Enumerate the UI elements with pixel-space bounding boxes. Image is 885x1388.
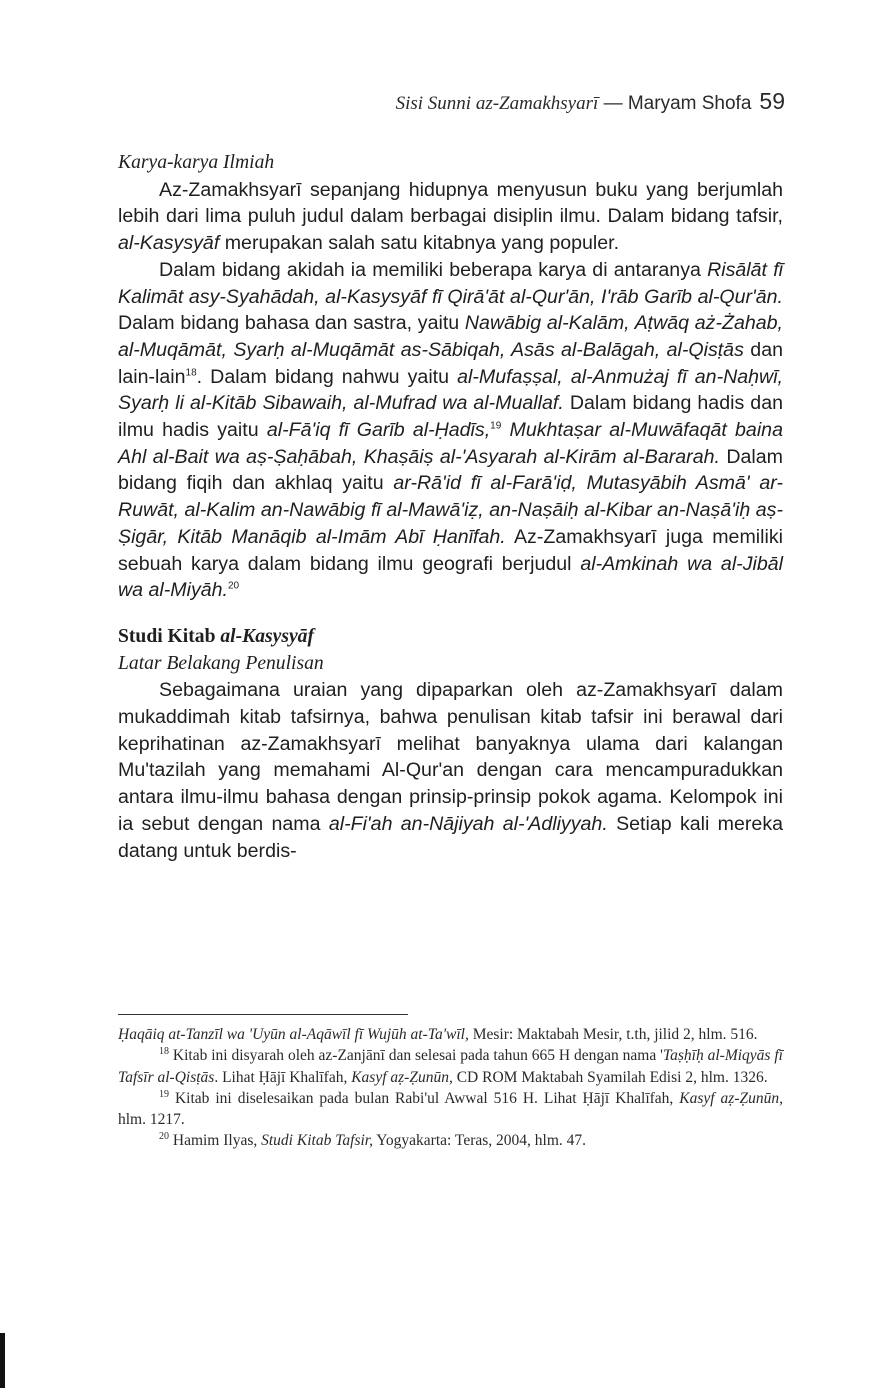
italic-title: al-Kasysyāf bbox=[118, 232, 220, 255]
text-run: Dalam bidang hadis dan ilmu hadis yaitu bbox=[118, 392, 783, 442]
text-run: Kitab ini disyarah oleh az-Zanjānī dan selesai pada tahun 665 H dengan nama ' bbox=[169, 1047, 663, 1065]
footnote-19 bbox=[118, 1088, 783, 1131]
text-run: Az-Zamakhsyarī sepanjang hidupnya menyusun buku yang berjumlah lebih dari lima puluh judul dalam berbagai disiplin ilmu. Dalam bidang tafsir, bbox=[118, 178, 783, 228]
scan-edge-mark bbox=[0, 1333, 5, 1388]
subheading-karya: Karya-karya Ilmiah bbox=[118, 152, 275, 173]
text-run: Kitab ini diselesaikan pada bulan Rabi'ul Awwal 516 H. Lihat Ḥājī Khalīfah, bbox=[169, 1089, 680, 1107]
text-run: Dalam bidang bahasa dan sastra, yaitu bbox=[118, 312, 465, 335]
text-run: Dalam bidang fiqih dan akhlaq yaitu bbox=[118, 445, 783, 495]
italic-title: Taṣḥīḥ al-Miqyās fī Tafsīr al-Qisṭās bbox=[118, 1047, 783, 1086]
text-run: . Lihat Ḥājī Khalīfah, bbox=[214, 1068, 352, 1086]
text-run: Setiap kali mereka datang untuk berdis- bbox=[118, 812, 784, 862]
footnote-continuation bbox=[118, 1024, 783, 1045]
running-title: Sisi Sunni az-Zamakhsyarī bbox=[395, 93, 599, 114]
italic-title: Risālāt fī Kalimāt asy-Syahādah, al-Kasysyāf fī Qirā'āt al-Qur'ān, I'rāb Garīb al-Qur'ān. bbox=[118, 258, 783, 308]
footnote-ref-18[interactable]: 18 bbox=[185, 367, 197, 379]
footnotes bbox=[118, 1024, 783, 1152]
italic-title: Kasyf aẓ-Ẓunūn, bbox=[351, 1068, 453, 1086]
text-run: Sebagaimana uraian yang dipaparkan oleh az-Zamakhsyarī dalam mukaddimah kitab tafsirnya, bahwa penulisan kitab tafsir ini berawal dari keprihatinan az-Zamakhsyarī melihat banyaknya ulama dari kalangan Mu'tazilah yang memahami Al-Qur'an dengan cara mencampuradukkan antara ilmu-ilmu bahasa dengan prinsip-prinsip pokok agama. Kelompok ini ia sebut dengan nama bbox=[118, 679, 783, 835]
italic-title: Studi Kitab Tafsir, bbox=[261, 1132, 373, 1150]
text-run: Dalam bidang akidah ia memiliki beberapa karya di antaranya bbox=[159, 258, 708, 281]
header-separator: — bbox=[598, 93, 628, 114]
text-run: merupakan salah satu kitabnya yang populer. bbox=[219, 232, 620, 255]
page-number: 59 bbox=[759, 88, 785, 114]
paragraph bbox=[118, 257, 783, 604]
paragraph bbox=[118, 177, 783, 257]
heading-text: Studi Kitab bbox=[118, 625, 221, 647]
text-run: . Dalam bidang nahwu yaitu bbox=[196, 365, 458, 388]
italic-title: Mukhtaṣar al-Muwāfaqāt baina Ahl al-Bait wa aṣ-Ṣaḥābah, Khaṣāiṣ al-'Asyarah al-Kirām al-Bararah. bbox=[118, 419, 783, 468]
italic-title: al-Amkinah wa al-Jibāl wa al-Miyāh. bbox=[118, 552, 783, 602]
footnote-ref-20[interactable]: 20 bbox=[227, 580, 240, 592]
italic-title: al-Fā'iq fī Garīb al-Ḥadīs, bbox=[266, 419, 491, 442]
footnote-number: 20 bbox=[159, 1131, 169, 1143]
text-run: Az-Zamakhsyarī juga memiliki sebuah karya dalam bidang ilmu geografi berjudul bbox=[118, 525, 783, 575]
italic-title: Nawābig al-Kalām, Aṭwāq aż-Żahab, al-Muqāmāt, Syarḥ al-Muqāmāt as-Sābiqah, Asās al-Balāgah, al-Qisṭās bbox=[118, 312, 783, 361]
italic-title: Kasyf aẓ-Ẓunūn, bbox=[679, 1089, 783, 1107]
italic-title: al-Mufaṣṣal, al-Anmużaj fī an-Naḥwī, Syarḥ li al-Kitāb Sibawaih, al-Mufrad wa al-Muallaf. bbox=[118, 365, 783, 415]
text-run: Hamim Ilyas, bbox=[169, 1132, 262, 1150]
text-run: Yogyakarta: Teras, 2004, hlm. 47. bbox=[372, 1132, 587, 1150]
italic-title: al-Fi'ah an-Nājiyah al-'Adliyyah. bbox=[328, 812, 608, 835]
body-text bbox=[118, 150, 783, 864]
section-heading bbox=[118, 624, 783, 651]
paragraph bbox=[118, 677, 783, 864]
footnote-20 bbox=[118, 1130, 783, 1151]
text-run: Mesir: Maktabah Mesir, t.th, jilid 2, hlm. 516. bbox=[468, 1026, 758, 1043]
header-author: Maryam Shofa bbox=[627, 93, 752, 114]
running-header bbox=[396, 88, 785, 115]
footnote-rule bbox=[118, 1014, 408, 1015]
footnote-18 bbox=[118, 1045, 783, 1088]
heading-italic: al-Kasysyāf bbox=[220, 625, 314, 647]
text-run: CD ROM Maktabah Syamilah Edisi 2, hlm. 1326. bbox=[452, 1068, 768, 1086]
footnote-number: 18 bbox=[159, 1046, 169, 1058]
text-run: dan lain-lain bbox=[118, 338, 784, 388]
italic-title: ar-Rā'id fī al-Farā'iḍ, Mutasyābih Asmā' ar-Ruwāt, al-Kalim an-Nawābig fī al-Mawā'iẓ, an-Naṣāiḥ al-Kibar an-Naṣā'iḥ aṣ-Ṣigār, Kitāb Manāqib al-Imām Abī Ḥanīfah. bbox=[118, 472, 783, 548]
footnote-ref-19[interactable]: 19 bbox=[490, 420, 502, 432]
italic-title: Ḥaqāiq at-Tanzīl wa 'Uyūn al-Aqāwīl fī Wujūh at-Ta'wīl, bbox=[118, 1026, 469, 1043]
footnote-number: 19 bbox=[159, 1088, 169, 1100]
subheading-latar: Latar Belakang Penulisan bbox=[118, 652, 324, 674]
text-run: hlm. 1217. bbox=[118, 1111, 185, 1129]
